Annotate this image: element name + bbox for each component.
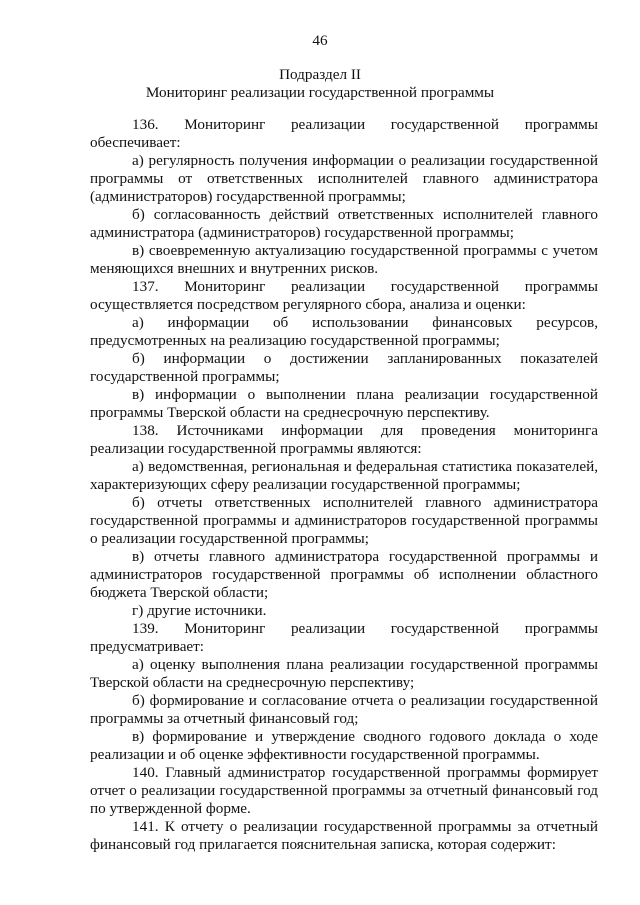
paragraph-139-v: в) формирование и утверждение сводного годового доклада о ходе реализации и об оценке эффективности государственной программы.: [90, 728, 598, 763]
paragraph-139-b: б) формирование и согласование отчета о реализации государственной программы за отчетный финансовый год;: [90, 692, 598, 727]
paragraph-137: 137. Мониторинг реализации государственной программы осуществляется посредством регулярного сбора, анализа и оценки:: [90, 278, 598, 313]
paragraph-137-v: в) информации о выполнении плана реализации государственной программы Тверской области на среднесрочную перспективу.: [90, 386, 598, 421]
paragraph-136-v: в) своевременную актуализацию государственной программы с учетом меняющихся внешних и внутренних рисков.: [90, 242, 598, 277]
section-title: Мониторинг реализации государственной программы: [145, 84, 495, 101]
paragraph-138: 138. Источниками информации для проведения мониторинга реализации государственной программы являются:: [90, 422, 598, 457]
paragraph-137-b: б) информации о достижении запланированных показателей государственной программы;: [90, 350, 598, 385]
document-body: [90, 116, 598, 854]
section-heading: [0, 66, 640, 102]
paragraph-136-b: б) согласованность действий ответственных исполнителей главного администратора (администраторов) государственной программы;: [90, 206, 598, 241]
paragraph-139-a: а) оценку выполнения плана реализации государственной программы Тверской области на среднесрочную перспективу;: [90, 656, 598, 691]
paragraph-138-b: б) отчеты ответственных исполнителей главного администратора государственной программы и администраторов государственной программы о реализации государственной программы;: [90, 494, 598, 547]
page-number: 46: [312, 32, 328, 49]
paragraph-138-g: г) другие источники.: [132, 602, 267, 619]
paragraph-137-a: а) информации об использовании финансовых ресурсов, предусмотренных на реализацию государственной программы;: [90, 314, 598, 349]
paragraph-141: 141. К отчету о реализации государственной программы за отчетный финансовый год прилагается пояснительная записка, которая содержит:: [90, 818, 598, 853]
paragraph-138-v: в) отчеты главного администратора государственной программы и администраторов государственной программы об исполнении областного бюджета Тверской области;: [90, 548, 598, 601]
paragraph-138-a: а) ведомственная, региональная и федеральная статистика показателей, характеризующих сферу реализации государственной программы;: [90, 458, 598, 493]
paragraph-136-a: а) регулярность получения информации о реализации государственной программы от ответственных исполнителей главного администратора (администраторов) государственной программы;: [90, 152, 598, 205]
subsection-label: Подраздел II: [279, 66, 361, 83]
paragraph-139: 139. Мониторинг реализации государственной программы предусматривает:: [90, 620, 598, 655]
paragraph-136: 136. Мониторинг реализации государственной программы обеспечивает:: [90, 116, 598, 151]
paragraph-140: 140. Главный администратор государственной программы формирует отчет о реализации государственной программы за отчетный финансовый год по утвержденной форме.: [90, 764, 598, 817]
